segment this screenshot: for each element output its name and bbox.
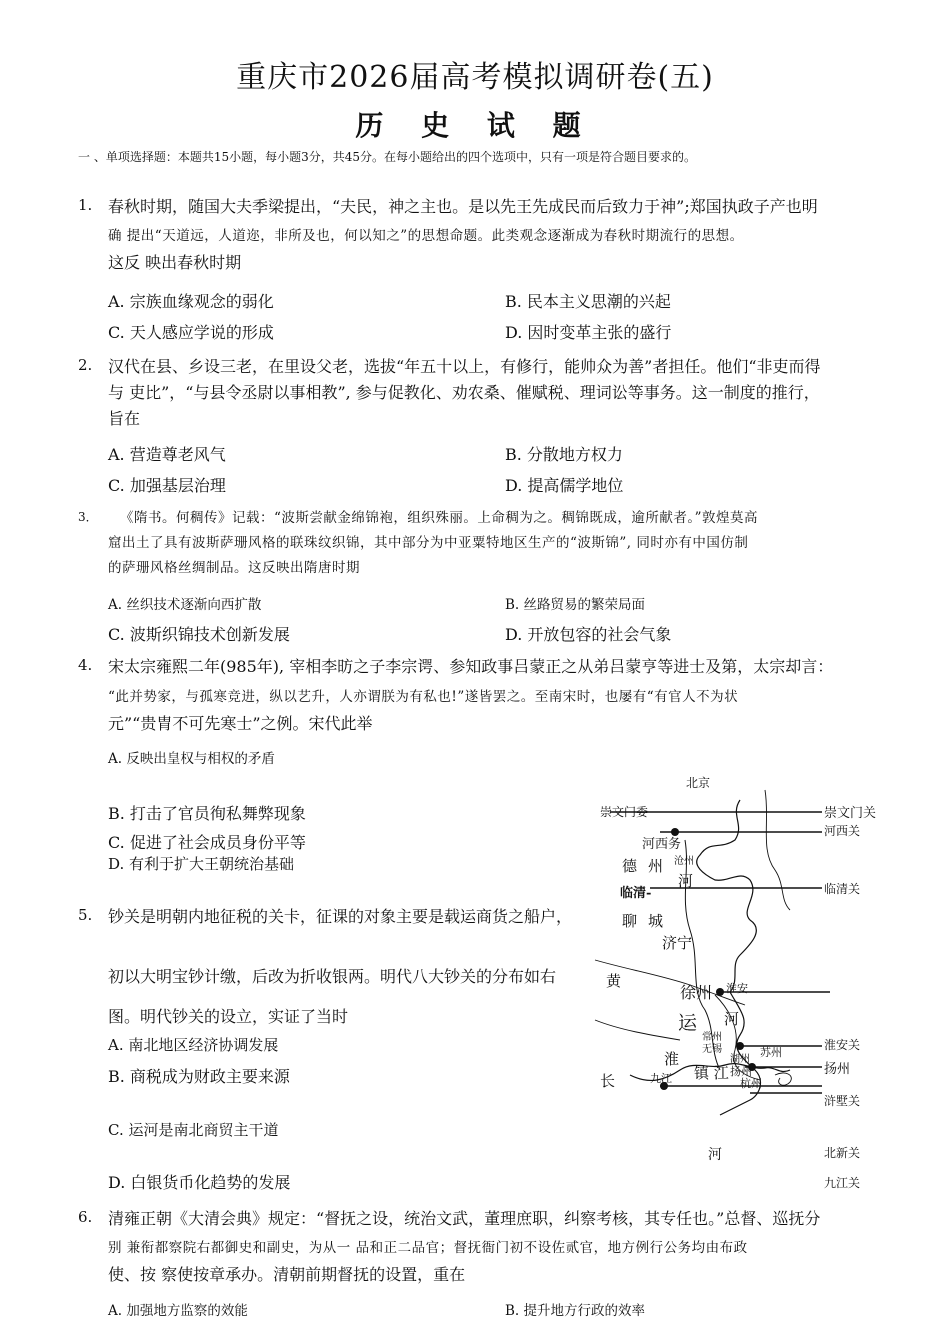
option-d[interactable]: D. 开放包容的社会气象: [505, 625, 672, 644]
map-label-huaian: 淮安: [726, 982, 748, 995]
map-label-yun: 运: [678, 1012, 704, 1034]
question-text-line: 初以大明宝钞计缴，后改为折收银两。明代八大钞关的分布如右: [108, 967, 557, 986]
question-text-line: 旨在: [108, 409, 141, 428]
map-label-chang: 长: [600, 1072, 616, 1090]
map-label-liao: 聊: [622, 912, 638, 930]
map-label-de: 德: [622, 857, 638, 875]
pass-yangzhou: 扬州: [824, 1062, 851, 1077]
map-label-huang: 黄: [606, 972, 622, 990]
map-label-huzhou: 湖州: [730, 1054, 750, 1065]
question-text-line: 钞关是明朝内地征税的关卡，征课的对象主要是载运商货之船户，: [108, 907, 573, 926]
option-a[interactable]: A. 营造尊老风气: [108, 445, 226, 464]
option-c[interactable]: C. 促进了社会成员身份平等: [108, 833, 306, 852]
map-label-cheng: 城: [648, 912, 664, 930]
pass-xushu: 浒墅关: [824, 1094, 861, 1108]
question-text-line: 的萨珊风格丝绸制品。这反映出隋唐时期: [108, 560, 360, 576]
option-b[interactable]: B. 商税成为财政主要来源: [108, 1067, 290, 1086]
option-d[interactable]: D. 因时变革主张的盛行: [505, 323, 672, 342]
map-label-beijing: 北京: [686, 776, 711, 790]
subject-title: 历 史 试 题: [355, 109, 595, 142]
question-text-line: 确 提出“天道远，人道迩，非所及也，何以知之”的思想命题。此类观念逐渐成为春秋时期流行的思想。: [108, 228, 744, 244]
map-label-chongwenmen: 崇文门委: [600, 805, 649, 819]
question-text-line: 宋太宗雍熙二年(985年), 宰相李昉之子李宗谔、参知政事吕蒙正之从弟吕蒙亨等进士及第，太宗却言：: [108, 657, 834, 676]
pass-linqing: 临清关: [824, 882, 861, 896]
map-label-wuxi: 无锡: [702, 1044, 722, 1055]
option-a[interactable]: A. 丝织技术逐渐向西扩散: [108, 597, 262, 613]
question-number: 5.: [78, 906, 93, 924]
question-text-line: 春秋时期，随国大夫季梁提出，“夫民，神之主也。是以先王先成民而后致力于神”;郑国执政子产也明: [108, 197, 818, 216]
ming-customs-map: [590, 770, 890, 1200]
map-label-yun-he: 河: [724, 1010, 740, 1028]
option-c[interactable]: C. 加强基层治理: [108, 476, 226, 495]
option-c[interactable]: C. 波斯织锦技术创新发展: [108, 625, 290, 644]
exam-title: 重庆市2026届高考模拟调研卷(五): [236, 60, 714, 95]
question-text-line: 与 吏比”，“与县令丞尉以事相教”, 参与促教化、劝农桑、催赋税、理词讼等事务。这一制度的推行，: [108, 383, 820, 402]
question-text-line: 窟出土了具有波斯萨珊风格的联珠纹织锦，其中部分为中亚粟特地区生产的“波斯锦”, 同时亦有中国仿制: [108, 535, 749, 551]
option-a[interactable]: A. 反映出皇权与相权的矛盾: [108, 751, 275, 767]
option-d[interactable]: D. 有利于扩大王朝统治基础: [108, 855, 295, 873]
map-label-he-bottom: 河: [708, 1147, 722, 1163]
question-text-line: 清雍正朝《大清会典》规定：“督抚之设，统治文武，董理庶职，纠察考核，其专任也。”总督、巡抚分: [108, 1209, 821, 1228]
pass-jiujiang: 九江关: [824, 1176, 861, 1190]
option-d[interactable]: D. 提高儒学地位: [505, 476, 624, 495]
map-label-hexiwu: 河西务: [642, 837, 682, 852]
question-number: 6.: [78, 1208, 93, 1226]
map-label-he: 河: [678, 872, 694, 890]
question-text-line: 汉代在县、乡设三老，在里设父老，选拔“年五十以上，有修行，能帅众为善”者担任。他们“非吏而得: [108, 357, 821, 376]
option-a[interactable]: A. 加强地方监察的效能: [108, 1303, 248, 1319]
option-b[interactable]: B. 丝路贸易的繁荣局面: [505, 597, 646, 613]
section-instructions: 一 、单项选择题：本题共15小题，每小题3分，共45分。在每小题给出的四个选项中，只有一项是符合题目要求的。: [78, 150, 696, 164]
map-label-huai: 淮: [664, 1050, 680, 1068]
map-label-jiujiang: 九江: [650, 1072, 672, 1085]
map-label-zhenjiang: 镇 江: [694, 1064, 729, 1082]
option-d[interactable]: D. 白银货币化趋势的发展: [108, 1173, 291, 1192]
option-b[interactable]: B. 民本主义思潮的兴起: [505, 292, 671, 311]
map-label-yangzhou: 扬州: [730, 1065, 752, 1078]
pass-huaian: 淮安关: [824, 1038, 861, 1052]
pass-beixin: 北新关: [824, 1146, 861, 1160]
question-number: 4.: [78, 656, 93, 674]
option-b[interactable]: B. 打击了官员徇私舞弊现象: [108, 804, 306, 823]
option-b[interactable]: B. 提升地方行政的效率: [505, 1303, 646, 1319]
map-label-linqing: 临清-: [620, 886, 652, 901]
map-label-suzhou: 苏州: [760, 1046, 782, 1059]
map-label-jining: 济宁: [662, 934, 693, 952]
question-text-line: “此并势家，与孤寒竞进，纵以艺升，人亦谓朕为有私也!”遂皆罢之。至南宋时，也屡有“有官人不为状: [108, 689, 739, 705]
pass-chongwenmen: 崇文门关: [824, 806, 877, 821]
map-label-xuzhou: 徐州: [680, 983, 713, 1002]
option-a[interactable]: A. 宗族血缘观念的弱化: [108, 292, 274, 311]
question-number: 3．: [78, 510, 98, 524]
question-number: 2.: [78, 356, 93, 374]
pass-hexi: 河西关: [824, 824, 861, 838]
question-text-line: 元”“贵胄不可先寒士”之例。宋代此举: [108, 714, 373, 733]
map-label-changzhou: 常州: [702, 1032, 722, 1043]
option-c[interactable]: C. 运河是南北商贸主干道: [108, 1121, 279, 1139]
map-label-zhou: 州: [648, 857, 664, 875]
option-b[interactable]: B. 分散地方权力: [505, 445, 623, 464]
question-text-line: 使、按 察使按章承办。清朝前期督抚的设置，重在: [108, 1265, 466, 1284]
option-c[interactable]: C. 天人感应学说的形成: [108, 323, 274, 342]
map-label-hangzhou: 杭州: [740, 1077, 762, 1090]
option-a[interactable]: A. 南北地区经济协调发展: [108, 1036, 279, 1054]
question-number: 1.: [78, 196, 93, 214]
question-text-line: 图。明代钞关的设立，实证了当时: [108, 1007, 349, 1026]
map-label-cangzhou: 沧州: [674, 856, 694, 867]
question-text-line: 这反 映出春秋时期: [108, 253, 242, 272]
question-text-line: 别 兼衔都察院右都御史和副史，为从一 品和正二品官；督抚衙门初不设佐贰官，地方例行公务均由布政: [108, 1240, 748, 1256]
question-text-line: 《隋书。何稠传》记载：“波斯尝献金绵锦袍，组织殊丽。上命稠为之。稠锦既成，逾所献者。”敦煌莫高: [120, 510, 759, 526]
